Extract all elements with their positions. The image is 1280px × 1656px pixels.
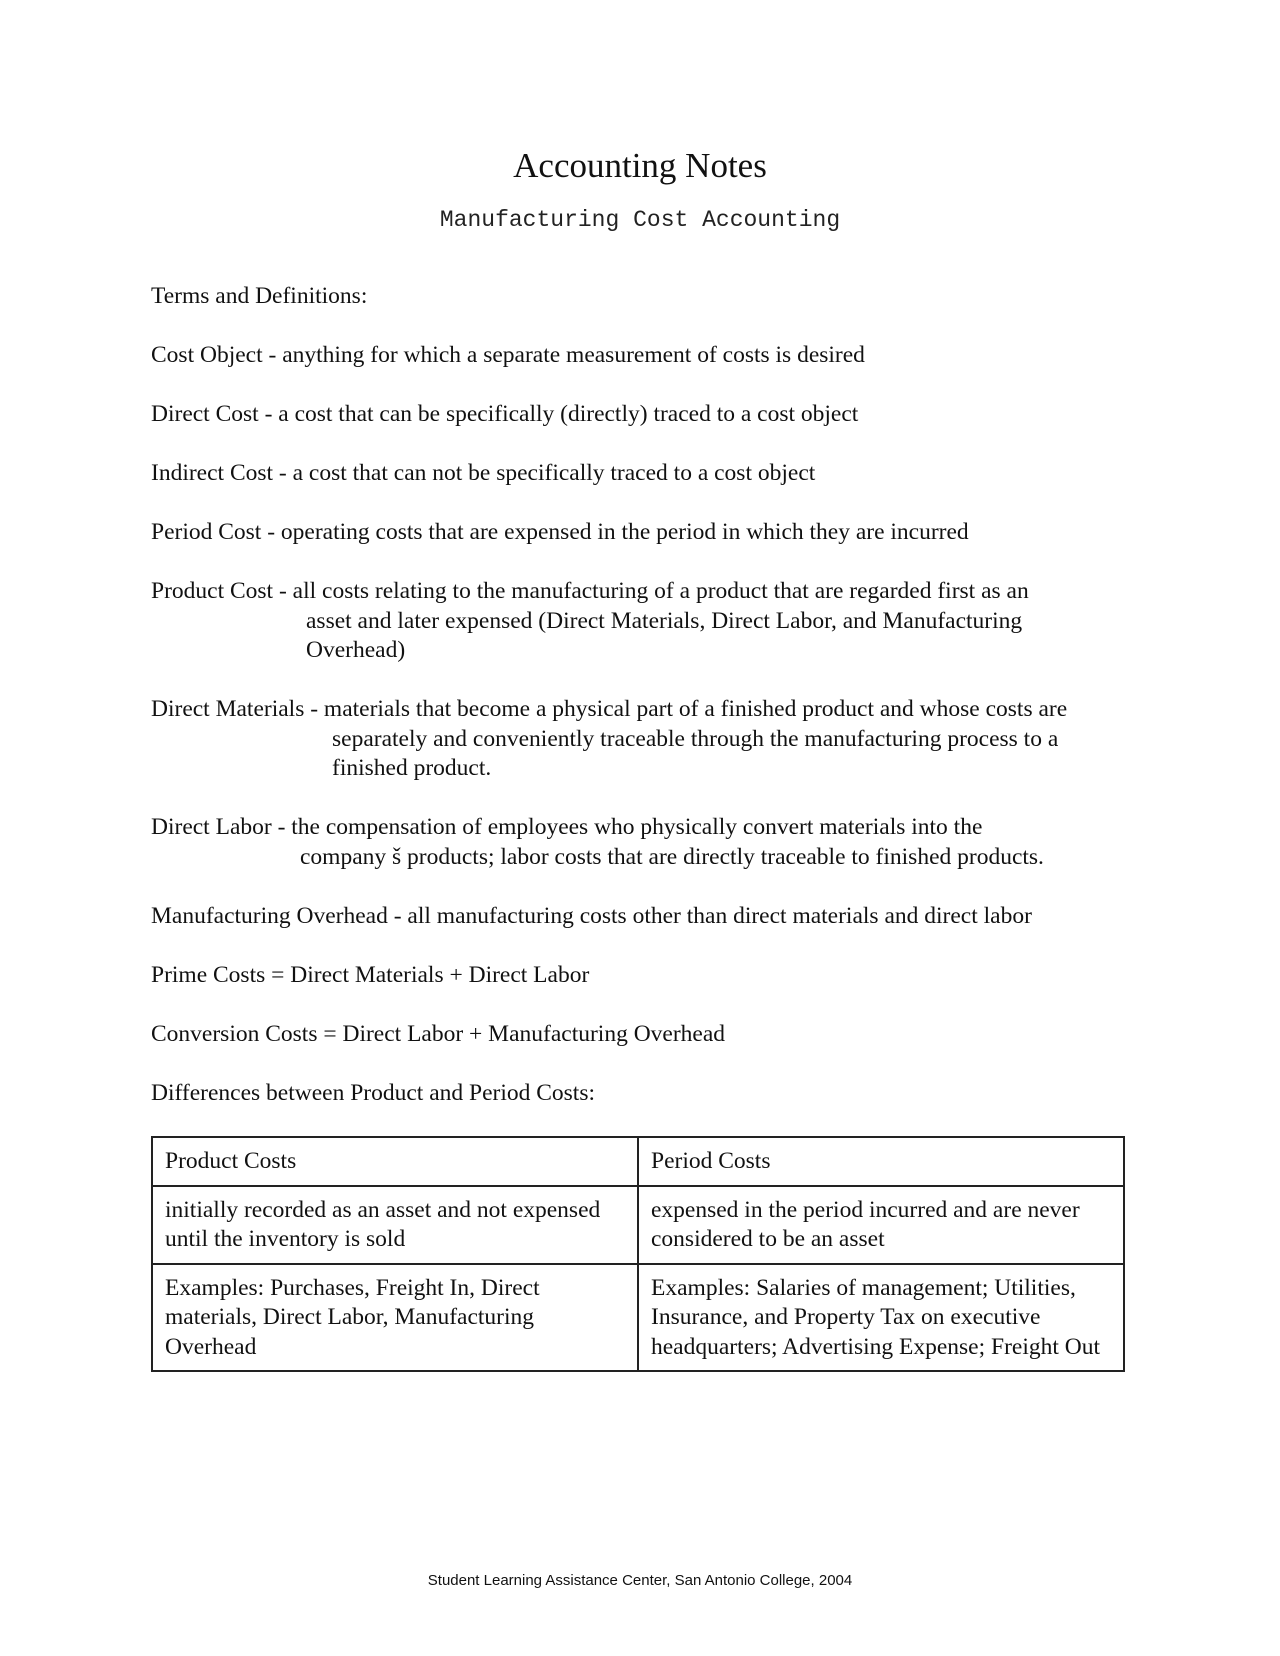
table-cell: Examples: Purchases, Freight In, Direct materials, Direct Labor, Manufacturing Overhead	[152, 1264, 638, 1372]
term-direct-cost	[151, 400, 1151, 430]
table-row	[152, 1264, 1124, 1372]
term-product-cost	[151, 577, 1151, 666]
table-header-cell: Period Costs	[638, 1137, 1124, 1186]
table-header-row	[152, 1137, 1124, 1186]
term-period-cost-text: Period Cost - operating costs that are expensed in the period in which they are incurred	[151, 519, 969, 545]
table-cell: Examples: Salaries of management; Utilities, Insurance, and Property Tax on executive headquarters; Advertising Expense; Freight Out	[638, 1264, 1124, 1372]
term-product-cost-line1: Product Cost - all costs relating to the manufacturing of a product that are regarded first as an	[151, 578, 1029, 604]
definitions-heading: Terms and Definitions:	[151, 283, 368, 309]
term-direct-materials	[151, 695, 1151, 784]
term-direct-labor	[151, 813, 1151, 872]
formula-conversion-costs	[151, 1020, 1151, 1050]
term-direct-materials-line2: separately and conveniently traceable through the manufacturing process to a	[332, 725, 1059, 752]
term-direct-labor-line2: company š products; labor costs that are directly traceable to finished products.	[300, 843, 1044, 870]
term-manufacturing-overhead-text: Manufacturing Overhead - all manufacturing costs other than direct materials and direct labor	[151, 903, 1032, 929]
term-product-cost-line2: asset and later expensed (Direct Materials, Direct Labor, and Manufacturing	[306, 607, 1023, 634]
term-period-cost	[151, 518, 1151, 548]
table-row	[152, 1186, 1124, 1264]
table-cell: initially recorded as an asset and not expensed until the inventory is sold	[152, 1186, 638, 1264]
cost-comparison-table	[151, 1136, 1125, 1372]
page-subtitle: Manufacturing Cost Accounting	[439, 207, 841, 233]
term-direct-materials-line1: Direct Materials - materials that become a physical part of a finished product and whose costs are	[151, 696, 1068, 722]
term-cost-object	[151, 341, 1151, 371]
term-cost-object-text: Cost Object - anything for which a separate measurement of costs is desired	[151, 342, 865, 368]
table-cell: expensed in the period incurred and are never considered to be an asset	[638, 1186, 1124, 1264]
term-product-cost-line3: Overhead)	[306, 637, 406, 663]
formula-prime-costs-text: Prime Costs = Direct Materials + Direct Labor	[151, 962, 590, 988]
formula-prime-costs	[151, 961, 1151, 991]
page-footer: Student Learning Assistance Center, San Antonio College, 2004	[427, 1572, 853, 1589]
formula-conversion-costs-text: Conversion Costs = Direct Labor + Manufacturing Overhead	[151, 1021, 726, 1047]
term-manufacturing-overhead	[151, 902, 1151, 932]
term-direct-labor-line1: Direct Labor - the compensation of employees who physically convert materials into the	[151, 814, 983, 840]
term-indirect-cost-text: Indirect Cost - a cost that can not be specifically traced to a cost object	[151, 460, 816, 486]
page-title: Accounting Notes	[513, 146, 767, 185]
table-header-cell: Product Costs	[152, 1137, 638, 1186]
differences-heading: Differences between Product and Period Costs:	[151, 1080, 595, 1106]
term-direct-materials-line3: finished product.	[332, 755, 492, 781]
term-direct-cost-text: Direct Cost - a cost that can be specifically (directly) traced to a cost object	[151, 401, 859, 427]
term-indirect-cost	[151, 459, 1151, 489]
